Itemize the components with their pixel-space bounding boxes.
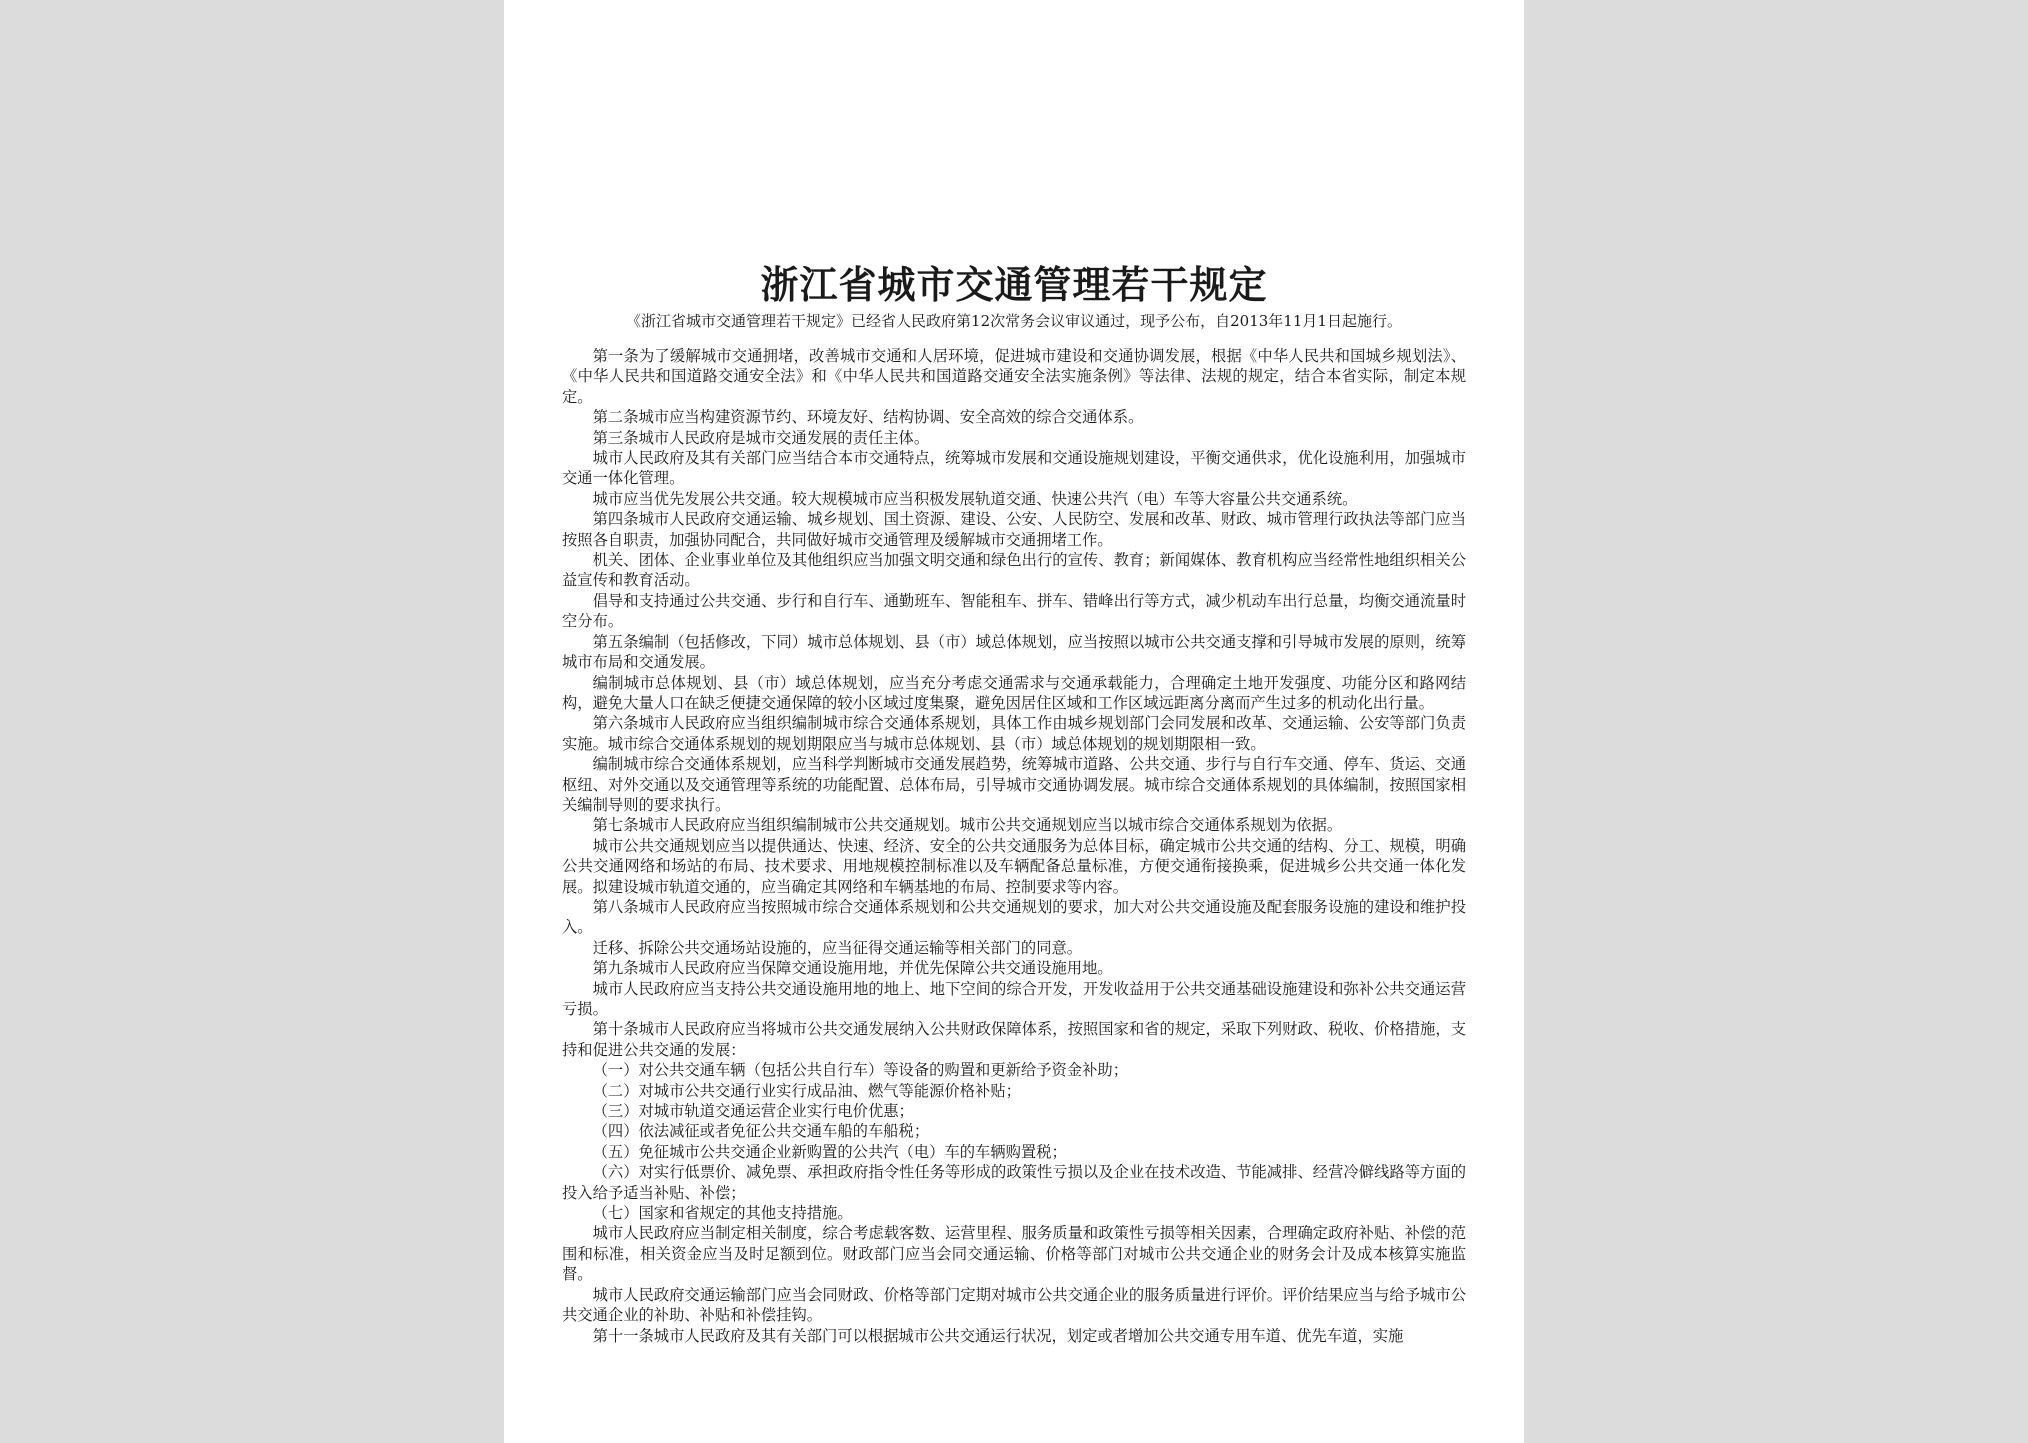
paragraph: （六）对实行低票价、减免票、承担政府指令性任务等形成的政策性亏损以及企业在技术改造、节能减排、经营冷僻线路等方面的投入给予适当补贴、补偿； [562,1163,1466,1202]
paragraph: 迁移、拆除公共交通场站设施的，应当征得交通运输等相关部门的同意。 [592,938,1083,957]
document-title: 浙江省城市交通管理若干规定 [760,262,1268,307]
paragraph: 城市人民政府及其有关部门应当结合本市交通特点，统筹城市发展和交通设施规划建设，平衡交通供求，优化设施利用，加强城市交通一体化管理。 [562,449,1466,488]
paragraph: 第九条城市人民政府应当保障交通设施用地，并优先保障公共交通设施用地。 [592,959,1113,978]
document-subtitle: 《浙江省城市交通管理若干规定》已经省人民政府第12次常务会议审议通过，现予公布，自2013年11月1日起施行。 [626,312,1402,330]
paragraph: 城市人民政府应当支持公共交通设施用地的地上、地下空间的综合开发，开发收益用于公共交通基础设施建设和弥补公共交通运营亏损。 [562,979,1466,1018]
paragraph: （二）对城市公共交通行业实行成品油、燃气等能源价格补贴； [592,1081,1021,1100]
paragraph: 编制城市总体规划、县（市）域总体规划，应当充分考虑交通需求与交通承载能力，合理确定土地开发强度、功能分区和路网结构，避免大量人口在缺乏便捷交通保障的较小区域过度集聚，避免因居住区域和工作区域远距离分离而产生过多的机动化出行量。 [562,673,1466,712]
paragraph: 第十一条城市人民政府及其有关部门可以根据城市公共交通运行状况，划定或者增加公共交通专用车道、优先车道，实施 [592,1326,1404,1345]
document-body [562,346,1466,1346]
paragraph: 第五条编制（包括修改，下同）城市总体规划、县（市）域总体规划，应当按照以城市公共交通支撑和引导城市发展的原则，统筹城市布局和交通发展。 [562,632,1466,672]
paragraph: 第四条城市人民政府交通运输、城乡规划、国土资源、建设、公安、人民防空、发展和改革、财政、城市管理行政执法等部门应当按照各自职责，加强协同配合，共同做好城市交通管理及缓解城市交通拥堵工作。 [562,510,1466,549]
paragraph: （四）依法减征或者免征公共交通车船的车船税； [592,1122,930,1141]
paragraph: （七）国家和省规定的其他支持措施。 [592,1204,853,1223]
paragraph: 第二条城市应当构建资源节约、环境友好、结构协调、安全高效的综合交通体系。 [592,408,1144,427]
paragraph: 第八条城市人民政府应当按照城市综合交通体系规划和公共交通规划的要求，加大对公共交通设施及配套服务设施的建设和维护投入。 [562,897,1466,937]
paragraph: 城市人民政府交通运输部门应当会同财政、价格等部门定期对城市公共交通企业的服务质量进行评价。评价结果应当与给予城市公共交通企业的补助、补贴和补偿挂钩。 [562,1285,1466,1325]
paragraph: （五）免征城市公共交通企业新购置的公共汽（电）车的车辆购置税； [592,1142,1067,1161]
paragraph: （一）对公共交通车辆（包括公共自行车）等设备的购置和更新给予资金补助； [592,1061,1128,1080]
paragraph: 第三条城市人民政府是城市交通发展的责任主体。 [592,428,930,447]
paragraph: 城市人民政府应当制定相关制度，综合考虑载客数、运营里程、服务质量和政策性亏损等相关因素，合理确定政府补贴、补偿的范围和标准，相关资金应当及时足额到位。财政部门应当会同交通运输、价格等部门对城市公共交通企业的财务会计及成本核算实施监督。 [562,1224,1466,1284]
paragraph: 城市应当优先发展公共交通。较大规模城市应当积极发展轨道交通、快速公共汽（电）车等大容量公共交通系统。 [592,489,1358,508]
paragraph: 第一条为了缓解城市交通拥堵，改善城市交通和人居环境，促进城市建设和交通协调发展，根据《中华人民共和国城乡规划法》、《中华人民共和国道路交通安全法》和《中华人民共和国道路交通安全法实施条例》等法律、法规的规定，结合本省实际，制定本规定。 [562,347,1466,406]
paragraph: 编制城市综合交通体系规划，应当科学判断城市交通发展趋势，统筹城市道路、公共交通、步行与自行车交通、停车、货运、交通枢纽、对外交通以及交通管理等系统的功能配置、总体布局，引导城市交通协调发展。城市综合交通体系规划的具体编制，按照国家相关编制导则的要求执行。 [562,755,1466,814]
paragraph: 第六条城市人民政府应当组织编制城市综合交通体系规划，具体工作由城乡规划部门会同发展和改革、交通运输、公安等部门负责实施。城市综合交通体系规划的规划期限应当与城市总体规划、县（市）域总体规划的规划期限相一致。 [562,714,1466,753]
paragraph: 第十条城市人民政府应当将城市公共交通发展纳入公共财政保障体系，按照国家和省的规定，采取下列财政、税收、价格措施，支持和促进公共交通的发展： [562,1020,1466,1059]
document-page [504,0,1524,1443]
paragraph: 机关、团体、企业事业单位及其他组织应当加强文明交通和绿色出行的宣传、教育；新闻媒体、教育机构应当经常性地组织相关公益宣传和教育活动。 [562,551,1466,590]
paragraph: 城市公共交通规划应当以提供通达、快速、经济、安全的公共交通服务为总体目标，确定城市公共交通的结构、分工、规模，明确公共交通网络和场站的布局、技术要求、用地规模控制标准以及车辆配备总量标准，方便交通衔接换乘，促进城乡公共交通一体化发展。拟建设城市轨道交通的，应当确定其网络和车辆基地的布局、控制要求等内容。 [562,836,1466,896]
paragraph: （三）对城市轨道交通运营企业实行电价优惠； [592,1102,914,1121]
paragraph: 倡导和支持通过公共交通、步行和自行车、通勤班车、智能租车、拼车、错峰出行等方式，减少机动车出行总量，均衡交通流量时空分布。 [562,591,1466,631]
paragraph: 第七条城市人民政府应当组织编制城市公共交通规划。城市公共交通规划应当以城市综合交通体系规划为依据。 [592,816,1343,835]
